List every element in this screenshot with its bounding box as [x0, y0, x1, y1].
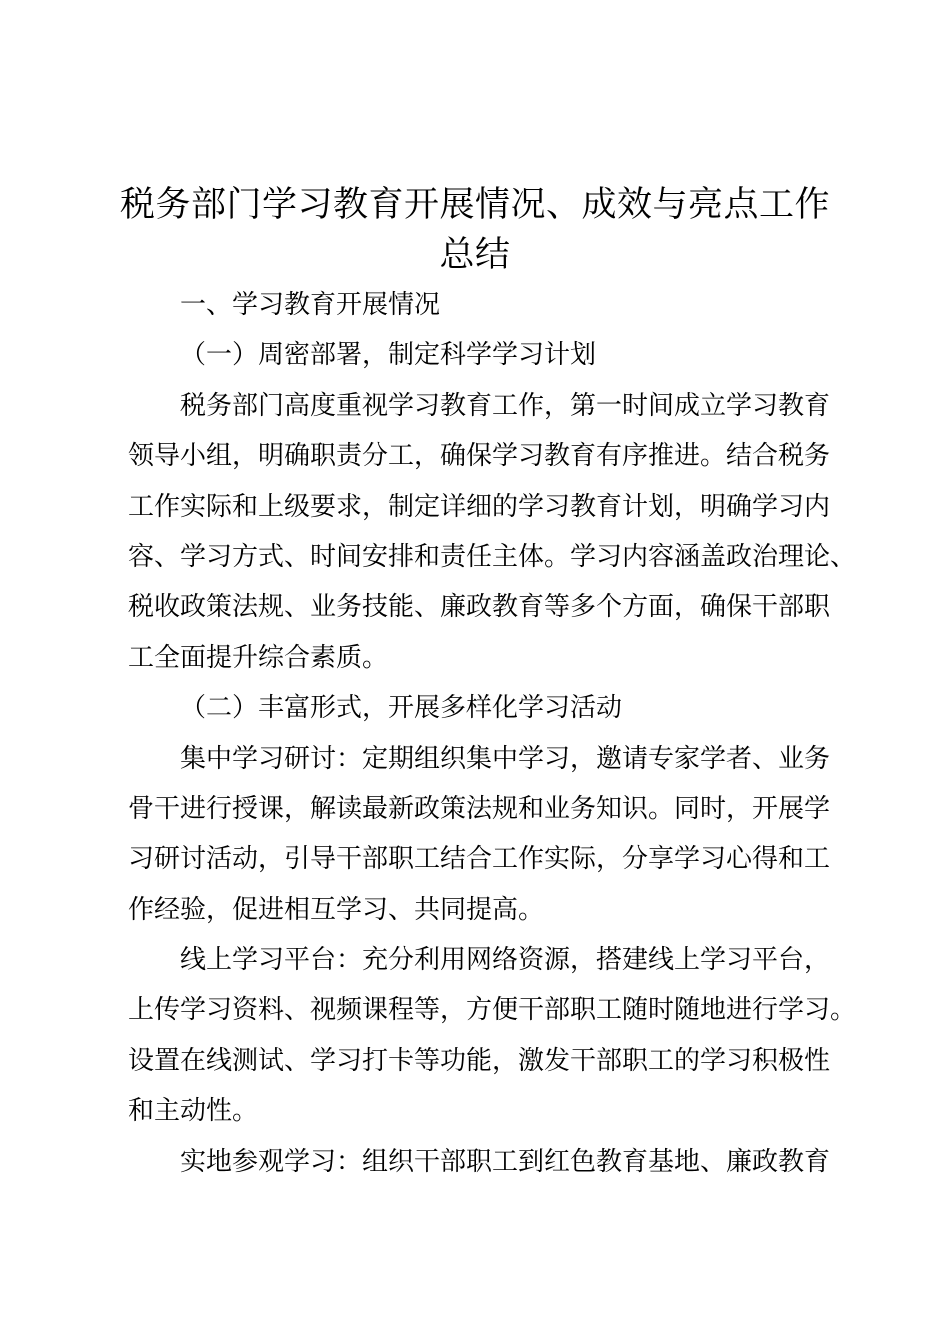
- paragraph-line: 线上学习平台：充分利用网络资源，搭建线上学习平台，: [180, 945, 831, 976]
- paragraph: [128, 381, 857, 683]
- paragraph-line: 骨干进行授课，解读最新政策法规和业务知识。同时，开展学: [128, 793, 831, 824]
- paragraph-line: 领导小组，明确职责分工，确保学习教育有序推进。结合税务: [128, 441, 831, 472]
- title-line: 税务部门学习教育开展情况、成效与亮点工作: [119, 185, 830, 225]
- paragraph: [128, 1137, 848, 1187]
- paragraph-line: 实地参观学习：组织干部职工到红色教育基地、廉政教育: [180, 1146, 831, 1177]
- paragraph-line: 集中学习研讨：定期组织集中学习，邀请专家学者、业务: [180, 743, 831, 774]
- subsection-heading: （一）周密部署，制定科学学习计划: [180, 340, 597, 371]
- document-title: [100, 180, 850, 280]
- paragraph-line: 工全面提升综合素质。: [128, 642, 389, 673]
- paragraph: [128, 734, 848, 936]
- paragraph-line: 税务部门高度重视学习教育工作，第一时间成立学习教育: [180, 390, 831, 421]
- paragraph-line: 习研讨活动，引导干部职工结合工作实际，分享学习心得和工: [128, 844, 831, 875]
- title-line: 总结: [439, 235, 511, 275]
- section-heading: 一、学习教育开展情况: [180, 290, 441, 320]
- paragraph-line: 设置在线测试、学习打卡等功能，激发干部职工的学习积极性: [128, 1045, 831, 1076]
- document-body: [128, 280, 857, 1187]
- paragraph-line: 作经验，促进相互学习、共同提高。: [128, 894, 545, 925]
- paragraph-line: 上传学习资料、视频课程等，方便干部职工随时随地进行学习。: [128, 995, 857, 1026]
- paragraph: [128, 935, 857, 1137]
- subsection-heading: （二）丰富形式，开展多样化学习活动: [180, 693, 623, 724]
- paragraph-line: 容、学习方式、时间安排和责任主体。学习内容涵盖政治理论、: [128, 541, 857, 572]
- paragraph-line: 税收政策法规、业务技能、廉政教育等多个方面，确保干部职: [128, 592, 831, 623]
- paragraph-line: 和主动性。: [128, 1096, 259, 1127]
- paragraph-line: 工作实际和上级要求，制定详细的学习教育计划，明确学习内: [128, 491, 831, 522]
